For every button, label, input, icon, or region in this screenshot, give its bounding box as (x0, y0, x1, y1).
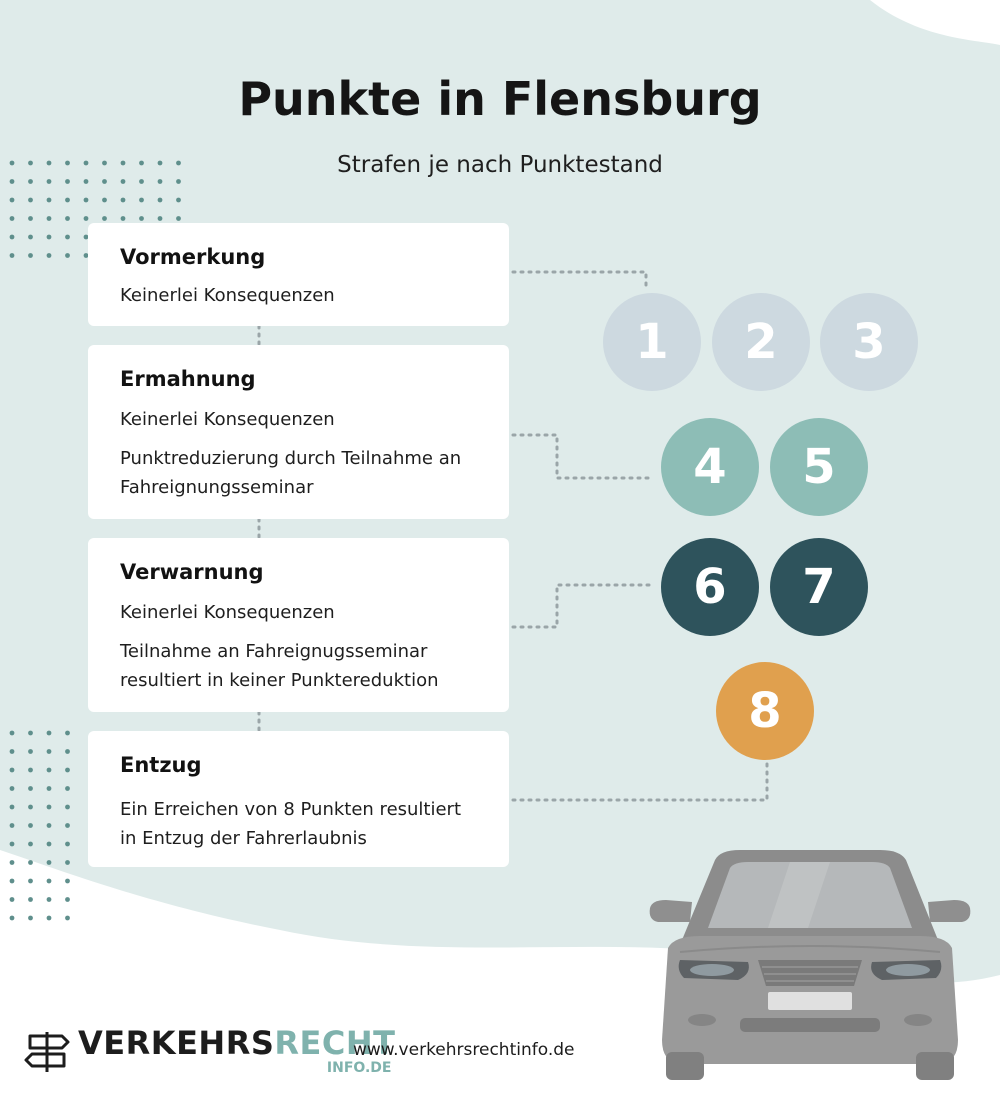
card-title: Ermahnung (120, 367, 256, 391)
website-link[interactable]: www.verkehrsrechtinfo.de (353, 1040, 575, 1060)
logo-subtext: INFO.DE (326, 1060, 392, 1076)
card-title: Verwarnung (120, 560, 264, 584)
logo-text-part2: RECHT (274, 1024, 396, 1062)
card-text: Keinerlei Konsequenzen (120, 285, 335, 306)
point-circle-3: 3 (820, 293, 918, 391)
point-circle-1: 1 (603, 293, 701, 391)
point-circle-6: 6 (661, 538, 759, 636)
page-subtitle: Strafen je nach Punktestand (337, 152, 663, 178)
point-circle-5: 5 (770, 418, 868, 516)
card-text: Teilnahme an Fahreignugsseminar resultiert in keiner Punktereduktion (120, 641, 439, 691)
signpost-icon (22, 1026, 72, 1074)
car-illustration (640, 840, 980, 1080)
logo-text-part1: VERKEHRS (78, 1024, 275, 1062)
card-text: Keinerlei Konsequenzen (120, 602, 335, 623)
card-verwarnung (88, 538, 509, 712)
page-title: Punkte in Flensburg (238, 72, 762, 126)
card-text: Ein Erreichen von 8 Punkten resultiert in Entzug der Fahrerlaubnis (120, 799, 462, 849)
card-entzug (88, 731, 509, 867)
card-ermahnung (88, 345, 509, 519)
point-circle-8: 8 (716, 662, 814, 760)
point-circle-4: 4 (661, 418, 759, 516)
card-vormerkung (88, 223, 509, 326)
card-text: Punktreduzierung durch Teilnahme an Fahreignungsseminar (120, 448, 462, 498)
dot-pattern-bottom-left (0, 725, 80, 935)
card-title: Entzug (120, 753, 202, 777)
card-text: Keinerlei Konsequenzen (120, 409, 335, 430)
card-title: Vormerkung (120, 245, 266, 269)
point-circle-2: 2 (712, 293, 810, 391)
point-circle-7: 7 (770, 538, 868, 636)
brand-logo[interactable] (22, 1026, 395, 1076)
